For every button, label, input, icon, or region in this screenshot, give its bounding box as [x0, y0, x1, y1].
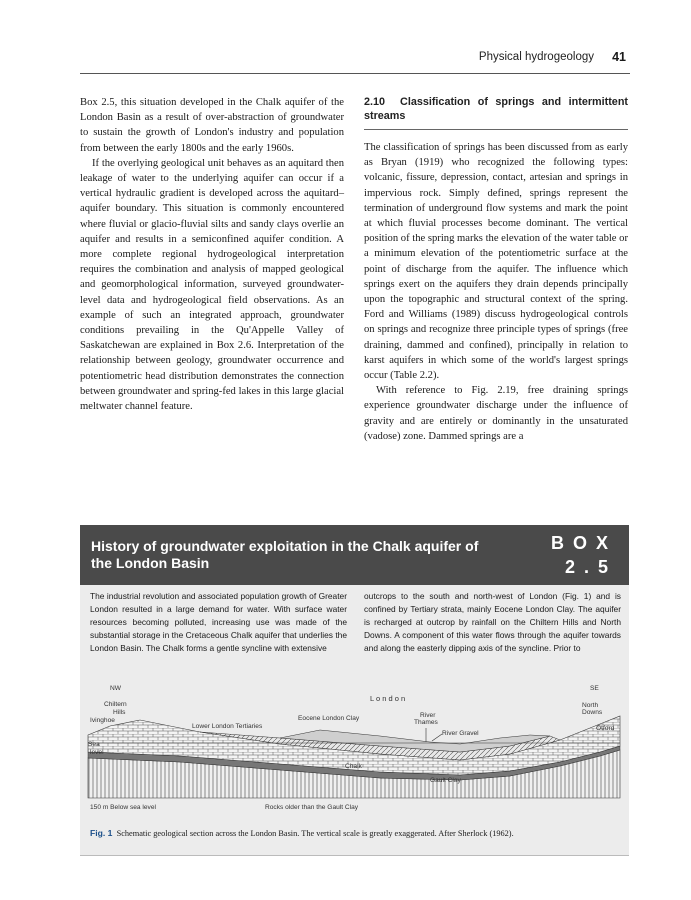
- label-otford: Otford: [596, 725, 615, 732]
- figure-caption: [90, 828, 620, 838]
- left-column: [80, 95, 344, 414]
- box-column-2: outcrops to the south and north-west of London (Fig. 1) and is confined by Tertiary strata, mainly Eocene London Clay. The aquifer is recharged at outcrop by rainfall on the Chiltern Hills and North Downs. A component of this water flows through the aquifer towards and along the easterly dipping axis of the syncline. Prior to: [364, 591, 621, 654]
- label-downs: Downs: [582, 709, 603, 716]
- section-heading: [364, 95, 628, 123]
- label-chalk: Chalk: [345, 763, 362, 770]
- right-column: [364, 95, 628, 444]
- label-hills: Hills: [113, 709, 126, 716]
- label-lower-tertiaries: Lower London Tertiaries: [192, 723, 263, 730]
- page-number: 41: [612, 50, 626, 64]
- label-chiltern: Chiltern: [104, 701, 127, 708]
- box-label-number: 2.5: [564, 557, 617, 577]
- label-gault-clay: Gault Clay: [430, 777, 461, 784]
- section-number: 2.10: [364, 96, 386, 108]
- box-title-line2: the London Basin: [91, 555, 210, 571]
- river-gravel-leader: [432, 734, 442, 741]
- left-paragraph-2: If the overlying geological unit behaves as an aquitard then leakage of water to the underlying aquifer can occur if a vertical hydraulic gradient is developed across the aquitard–aquifer boundary. This situation is commonly encountered where fluvial or glacio-fluvial silts and sandy clays overlie an aquifer and results in a semiconfined aquifer condition. A more complete regional hydrogeological interpretation requires the combination and analysis of mapped geological and geomorphological information, surveyed groundwater-level data and hydrogeological field observations. As an example of such an integrated approach, groundwater conditions prevailing in the Qu'Appelle Valley of Saskatchewan are explained in Box 2.6. Interpretation of the relationship between geology, groundwater occurrence and potentiometric head distribution demonstrates the connection between groundwater and spring-fed lakes in this large glacial meltwater channel feature.: [80, 157, 344, 413]
- right-paragraph-1: The classification of springs has been discussed from as early as Bryan (1919) who recognized the following types: volcanic, fissure, depression, contact, artesian and springs in impervious rock. Simply defined, springs represent the termination of underground flow systems and mark the point at which fluvial processes become dominant. The vertical position of the spring marks the elevation of the water table or a minimum elevation of the potentiometric surface at the point of discharge from the aquifer. The influence which springs exert on the aquifers they drain depends principally upon the topographic and structural context of the spring. Ford and Williams (1989) discuss hydrogeological controls on springs and recognize three principle types of springs (free draining, dammed and confined), principally in relation to karst aquifers in which some of the world's largest springs occur (Table 2.2).: [364, 142, 628, 382]
- label-thames: Thames: [414, 719, 438, 726]
- label-sea: Sea: [88, 741, 100, 748]
- right-paragraph-2: With reference to Fig. 2.19, free draining springs experience groundwater discharge under the influence of gravity and are entirely or dominantly in the unsaturated (vadose) zone. Dammed springs are a: [364, 385, 628, 442]
- label-north: North: [582, 702, 599, 709]
- section-title: Classification of springs and intermittent streams: [364, 96, 629, 122]
- label-nw: NW: [110, 685, 121, 692]
- box-header: [80, 525, 629, 585]
- label-eocene-clay: Eocene London Clay: [298, 715, 360, 722]
- box-label: [551, 531, 617, 579]
- label-depth: 150 m Below sea level: [90, 804, 156, 811]
- section-rule: [364, 129, 628, 130]
- running-title: Physical hydrogeology: [478, 51, 594, 63]
- box-title-line1: History of groundwater exploitation in the Chalk aquifer of: [91, 538, 479, 554]
- label-rocks-older: Rocks older than the Gault Clay: [265, 804, 359, 811]
- box-label-word: BOX: [550, 533, 617, 553]
- geological-section-svg: [80, 680, 629, 815]
- header-rule: [80, 73, 630, 74]
- geological-section-figure: [80, 680, 629, 815]
- label-se: SE: [590, 685, 599, 692]
- figure-number: Fig. 1: [90, 828, 113, 838]
- box-column-1: The industrial revolution and associated population growth of Greater London resulted in a large demand for water. With surface water resources becoming polluted, increasing use was made of the substantial storage in the Cretaceous Chalk aquifer that underlies the London Basin. The Chalk forms a gentle syncline with extensive: [90, 591, 347, 654]
- label-ivinghoe: Ivinghoe: [90, 717, 115, 724]
- figure-caption-text: Schematic geological section across the London Basin. The vertical scale is greatly exaggerated. After Sherlock (1962).: [116, 829, 514, 838]
- label-river: River: [420, 712, 436, 719]
- box-body: [80, 585, 629, 856]
- label-river-gravel: River Gravel: [442, 730, 479, 737]
- running-header: [80, 50, 630, 70]
- label-london: L o n d o n: [370, 694, 406, 703]
- box-title: [91, 538, 478, 572]
- label-level: level: [90, 749, 104, 756]
- left-paragraph-1: Box 2.5, this situation developed in the Chalk aquifer of the London Basin as a result of over-abstraction of groundwater to sustain the growth of London's industry and population from between the early 1800s and the early 1960s.: [80, 97, 344, 154]
